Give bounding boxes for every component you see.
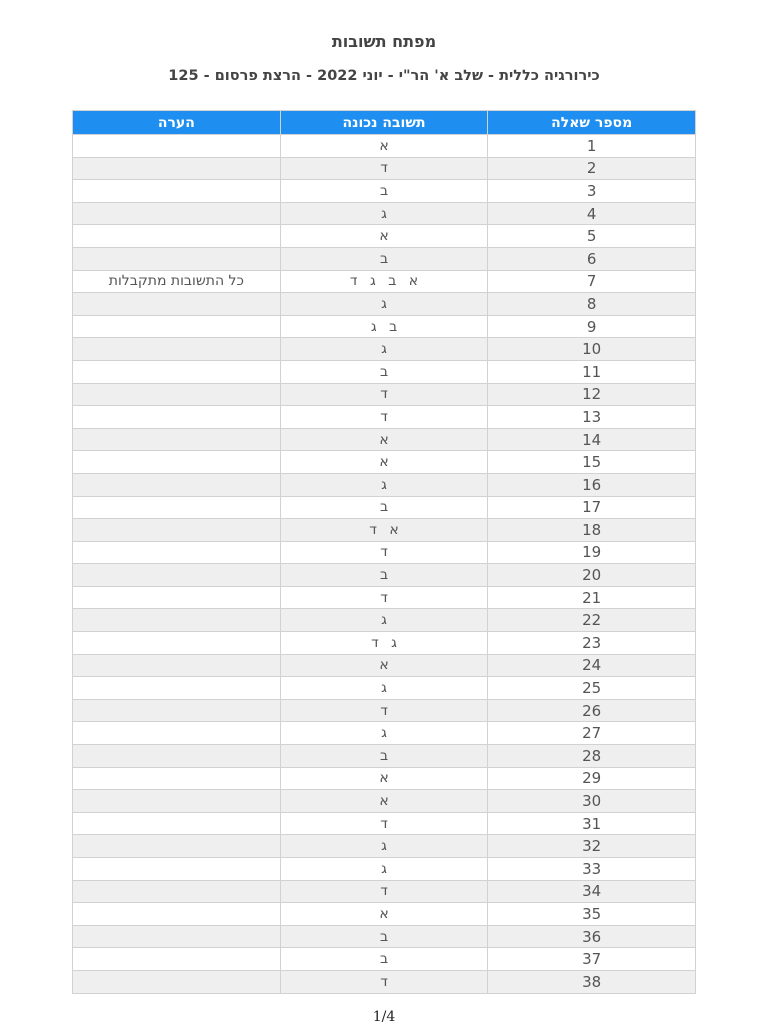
- note-cell: [73, 948, 281, 971]
- correct-answer-cell: א ב ג ד: [280, 270, 488, 293]
- table-row: [73, 338, 696, 361]
- question-number-cell: 25: [488, 677, 696, 700]
- question-number-cell: 7: [488, 270, 696, 293]
- correct-answer-cell: א: [280, 225, 488, 248]
- table-row: [73, 519, 696, 542]
- correct-answer-cell: ד: [280, 586, 488, 609]
- note-cell: [73, 225, 281, 248]
- question-number-cell: 34: [488, 880, 696, 903]
- question-number-cell: 9: [488, 315, 696, 338]
- question-number-cell: 10: [488, 338, 696, 361]
- correct-answer-cell: א: [280, 654, 488, 677]
- header-correct-answer: תשובה נכונה: [280, 111, 488, 135]
- table-row: [73, 812, 696, 835]
- note-cell: [73, 360, 281, 383]
- note-cell: [73, 202, 281, 225]
- note-cell: [73, 722, 281, 745]
- note-cell: [73, 699, 281, 722]
- question-number-cell: 31: [488, 812, 696, 835]
- table-row: [73, 270, 696, 293]
- correct-answer-cell: ד: [280, 699, 488, 722]
- correct-answer-cell: א ד: [280, 519, 488, 542]
- table-row: [73, 970, 696, 993]
- question-number-cell: 19: [488, 541, 696, 564]
- correct-answer-cell: ד: [280, 541, 488, 564]
- note-cell: [73, 338, 281, 361]
- note-cell: [73, 293, 281, 316]
- question-number-cell: 6: [488, 247, 696, 270]
- question-number-cell: 32: [488, 835, 696, 858]
- header-question-number: מספר שאלה: [488, 111, 696, 135]
- correct-answer-cell: א: [280, 135, 488, 158]
- question-number-cell: 17: [488, 496, 696, 519]
- correct-answer-cell: ד: [280, 406, 488, 429]
- correct-answer-cell: ב: [280, 948, 488, 971]
- header-note: הערה: [73, 111, 281, 135]
- note-cell: [73, 835, 281, 858]
- note-cell: [73, 180, 281, 203]
- note-cell: [73, 858, 281, 881]
- question-number-cell: 12: [488, 383, 696, 406]
- table-row: [73, 451, 696, 474]
- correct-answer-cell: ג: [280, 677, 488, 700]
- table-row: [73, 202, 696, 225]
- correct-answer-cell: ב: [280, 180, 488, 203]
- question-number-cell: 23: [488, 632, 696, 655]
- correct-answer-cell: ב: [280, 745, 488, 768]
- correct-answer-cell: ד: [280, 383, 488, 406]
- table-row: [73, 722, 696, 745]
- note-cell: [73, 632, 281, 655]
- question-number-cell: 11: [488, 360, 696, 383]
- note-cell: [73, 496, 281, 519]
- note-cell: [73, 812, 281, 835]
- table-row: [73, 406, 696, 429]
- table-header-row: [73, 111, 696, 135]
- question-number-cell: 26: [488, 699, 696, 722]
- question-number-cell: 5: [488, 225, 696, 248]
- note-cell: [73, 767, 281, 790]
- table-row: [73, 654, 696, 677]
- question-number-cell: 1: [488, 135, 696, 158]
- table-row: [73, 564, 696, 587]
- table-row: [73, 767, 696, 790]
- table-row: [73, 790, 696, 813]
- table-row: [73, 157, 696, 180]
- correct-answer-cell: ג: [280, 202, 488, 225]
- table-row: [73, 858, 696, 881]
- question-number-cell: 14: [488, 428, 696, 451]
- table-row: [73, 745, 696, 768]
- note-cell: [73, 315, 281, 338]
- note-cell: [73, 428, 281, 451]
- note-cell: [73, 586, 281, 609]
- question-number-cell: 4: [488, 202, 696, 225]
- correct-answer-cell: ג: [280, 293, 488, 316]
- table-row: [73, 293, 696, 316]
- correct-answer-cell: א: [280, 767, 488, 790]
- table-row: [73, 586, 696, 609]
- correct-answer-cell: ג: [280, 473, 488, 496]
- correct-answer-cell: ד: [280, 812, 488, 835]
- table-row: [73, 315, 696, 338]
- table-row: [73, 948, 696, 971]
- question-number-cell: 13: [488, 406, 696, 429]
- question-number-cell: 18: [488, 519, 696, 542]
- question-number-cell: 36: [488, 925, 696, 948]
- table-row: [73, 632, 696, 655]
- table-row: [73, 473, 696, 496]
- question-number-cell: 21: [488, 586, 696, 609]
- note-cell: [73, 473, 281, 496]
- note-cell: [73, 880, 281, 903]
- question-number-cell: 3: [488, 180, 696, 203]
- question-number-cell: 15: [488, 451, 696, 474]
- table-row: [73, 880, 696, 903]
- correct-answer-cell: ג: [280, 338, 488, 361]
- page-subtitle: כירורגיה כללית - שלב א' הר"י - יוני 2022 - הרצת פרסום - 125: [168, 68, 600, 84]
- note-cell: [73, 609, 281, 632]
- question-number-cell: 29: [488, 767, 696, 790]
- correct-answer-cell: ב: [280, 360, 488, 383]
- note-cell: [73, 790, 281, 813]
- question-number-cell: 30: [488, 790, 696, 813]
- question-number-cell: 22: [488, 609, 696, 632]
- note-cell: [73, 451, 281, 474]
- table-row: [73, 835, 696, 858]
- correct-answer-cell: א: [280, 428, 488, 451]
- question-number-cell: 2: [488, 157, 696, 180]
- table-row: [73, 360, 696, 383]
- question-number-cell: 37: [488, 948, 696, 971]
- table-row: [73, 699, 696, 722]
- table-row: [73, 180, 696, 203]
- note-cell: [73, 406, 281, 429]
- correct-answer-cell: ב: [280, 564, 488, 587]
- table-row: [73, 609, 696, 632]
- note-cell: [73, 564, 281, 587]
- page-number: 1/4: [372, 1009, 396, 1025]
- question-number-cell: 28: [488, 745, 696, 768]
- question-number-cell: 27: [488, 722, 696, 745]
- table-row: [73, 541, 696, 564]
- note-cell: [73, 745, 281, 768]
- table-row: [73, 135, 696, 158]
- note-cell: [73, 677, 281, 700]
- correct-answer-cell: א: [280, 451, 488, 474]
- table-row: [73, 247, 696, 270]
- correct-answer-cell: ג: [280, 835, 488, 858]
- table-row: [73, 677, 696, 700]
- note-cell: [73, 519, 281, 542]
- note-cell: [73, 925, 281, 948]
- table-row: [73, 925, 696, 948]
- question-number-cell: 20: [488, 564, 696, 587]
- correct-answer-cell: ג ד: [280, 632, 488, 655]
- table-row: [73, 383, 696, 406]
- correct-answer-cell: ג: [280, 858, 488, 881]
- correct-answer-cell: ג: [280, 609, 488, 632]
- note-cell: [73, 135, 281, 158]
- correct-answer-cell: ג: [280, 722, 488, 745]
- question-number-cell: 8: [488, 293, 696, 316]
- note-cell: [73, 247, 281, 270]
- question-number-cell: 16: [488, 473, 696, 496]
- answer-key-table: [72, 110, 696, 994]
- note-cell: [73, 903, 281, 926]
- correct-answer-cell: ב ג: [280, 315, 488, 338]
- correct-answer-cell: ד: [280, 157, 488, 180]
- correct-answer-cell: ב: [280, 247, 488, 270]
- table-row: [73, 903, 696, 926]
- page-title: מפתח תשובות: [331, 32, 437, 51]
- note-cell: [73, 541, 281, 564]
- question-number-cell: 35: [488, 903, 696, 926]
- table-row: [73, 225, 696, 248]
- question-number-cell: 38: [488, 970, 696, 993]
- correct-answer-cell: ד: [280, 970, 488, 993]
- correct-answer-cell: א: [280, 903, 488, 926]
- note-cell: כל התשובות מתקבלות: [73, 270, 281, 293]
- question-number-cell: 33: [488, 858, 696, 881]
- correct-answer-cell: א: [280, 790, 488, 813]
- note-cell: [73, 383, 281, 406]
- correct-answer-cell: ד: [280, 880, 488, 903]
- question-number-cell: 24: [488, 654, 696, 677]
- correct-answer-cell: ב: [280, 925, 488, 948]
- note-cell: [73, 654, 281, 677]
- table-row: [73, 496, 696, 519]
- note-cell: [73, 970, 281, 993]
- note-cell: [73, 157, 281, 180]
- table-row: [73, 428, 696, 451]
- correct-answer-cell: ב: [280, 496, 488, 519]
